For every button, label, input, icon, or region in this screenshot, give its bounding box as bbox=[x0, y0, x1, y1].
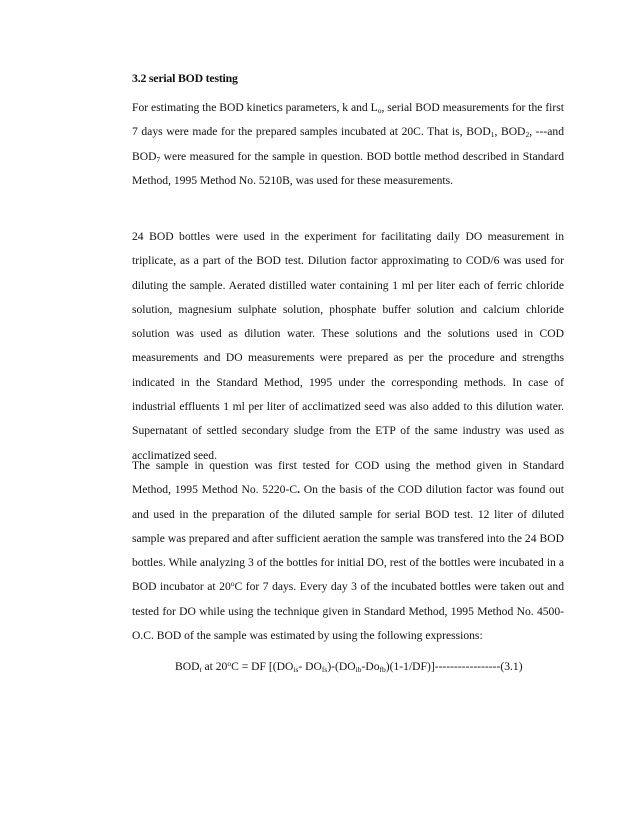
paragraph-text: C for 7 days. Every day 3 of the incubated bottles were taken out and tested for DO while using the technique given in Standard Method, 1995 Method No. 4500-O.C. BOD of the sample was estimated by using the following expressions: bbox=[132, 580, 564, 643]
paragraph-text: , serial BOD measurements for the first 7 days were made for the prepared samples incubated at 20C. That is, BOD bbox=[132, 101, 564, 139]
equation-subscript: fb bbox=[379, 665, 386, 674]
paragraph-cod-test bbox=[132, 454, 564, 648]
section-heading: 3.2 serial BOD testing bbox=[132, 71, 238, 85]
paragraph-text: , BOD bbox=[494, 125, 526, 139]
paragraph-text: On the basis of the COD dilution factor was found out and used in the preparation of the diluted sample for serial BOD test. 12 liter of diluted sample was prepared and after sufficient aeration the sample was transfered into the 24 BOD bottles. While analyzing 3 of the bottles for initial DO, rest of the bottles were incubated in a BOD incubator at 20 bbox=[132, 483, 564, 594]
equation-subscript: fs bbox=[321, 665, 328, 674]
equation-superscript: o bbox=[227, 659, 232, 668]
paragraph-text: For estimating the BOD kinetics parameters, k and L bbox=[132, 101, 378, 114]
equation-subscript: t bbox=[199, 665, 202, 674]
equation-subscript: is bbox=[293, 665, 299, 674]
paragraph-text: The sample in question was first tested for COD using the method given in Standard Method, 1995 Method No. 5220-C bbox=[132, 459, 564, 497]
equation-text: )(1-1/DF)]-----------------(3.1) bbox=[385, 660, 523, 673]
equation-text: at 20 bbox=[201, 660, 228, 673]
subscript: 2 bbox=[525, 130, 530, 140]
equation-text: )-(DO bbox=[327, 660, 356, 673]
equation-text: - DO bbox=[298, 660, 322, 673]
equation-text: BOD bbox=[175, 660, 200, 673]
subscript: o bbox=[377, 106, 382, 115]
paragraph-serial-bod bbox=[132, 96, 564, 193]
equation-subscript: ib bbox=[355, 665, 362, 674]
equation-text: -Do bbox=[361, 660, 380, 673]
bold-period: . bbox=[297, 483, 300, 497]
paragraph-text: , ---and BOD bbox=[132, 125, 564, 163]
subscript: 1 bbox=[490, 130, 495, 140]
superscript: o bbox=[230, 579, 235, 589]
equation-3-1 bbox=[175, 660, 523, 673]
equation-text: C = DF [(DO bbox=[231, 660, 294, 673]
subscript: 7 bbox=[156, 154, 161, 164]
paragraph-text: were measured for the sample in question. BOD bottle method described in Standard Method, 1995 Method No. 5210B, was used for these measurements. bbox=[132, 149, 564, 187]
paragraph-bod-bottles: 24 BOD bottles were used in the experiment for facilitating daily DO measurement in triplicate, as a part of the BOD test. Dilution factor approximating to COD/6 was used for diluting the sample. Aerated distilled water containing 1 ml per liter each of ferric chloride solution, magnesium sulphate solution, phosphate buffer solution and calcium chloride solution was used as dilution water. These solutions and the solutions used in COD measurements and DO measurements were prepared as per the procedure and strengths indicated in the Standard Method, 1995 under the corresponding methods. In case of industrial effluents 1 ml per liter of acclimatized seed was also added to this dilution water. Supernatant of settled secondary sludge from the ETP of the same industry was used as acclimatized seed. bbox=[132, 230, 564, 462]
